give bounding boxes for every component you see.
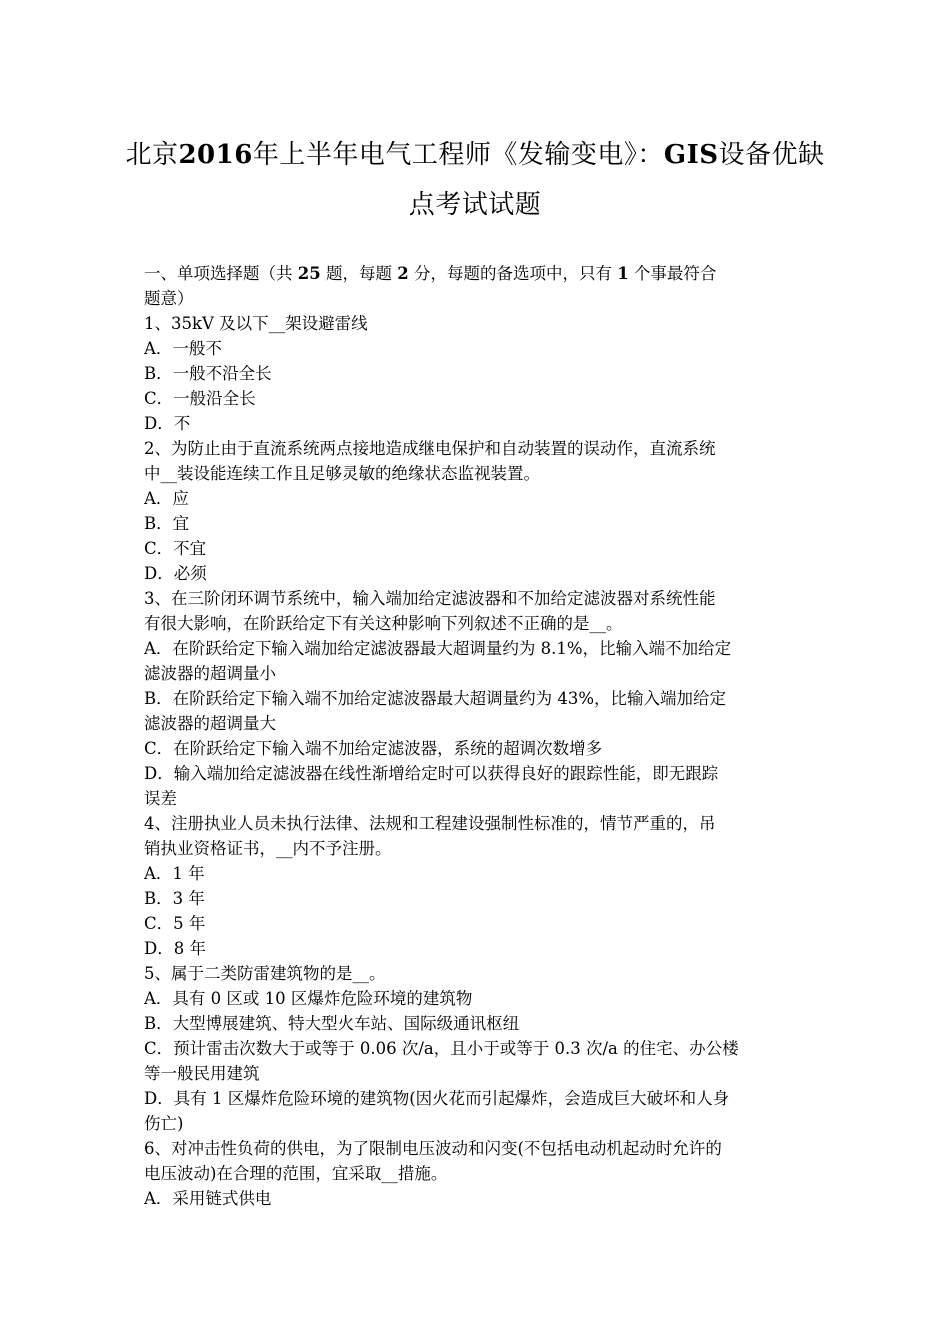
question-3-option-d-cont: 误差	[144, 789, 177, 808]
question-5-stem: 5、属于二类防雷建筑物的是__。	[144, 964, 386, 983]
question-4-option-b: B．3 年	[144, 889, 205, 908]
question-3-option-b: B．在阶跃给定下输入端不加给定滤波器最大超调量约为 43%，比输入端加给定	[144, 689, 727, 708]
question-4-option-a: A．1 年	[144, 864, 205, 883]
question-2-stem: 2、为防止由于直流系统两点接地造成继电保护和自动装置的误动作，直流系统	[144, 439, 716, 458]
question-2-option-c: C．不宜	[144, 539, 207, 558]
question-1-option-d: D．不	[144, 414, 191, 433]
question-4-option-d: D．8 年	[144, 939, 206, 958]
question-5-option-b: B．大型博展建筑、特大型火车站、国际级通讯枢纽	[144, 1014, 520, 1033]
question-5-option-a: A．具有 0 区或 10 区爆炸危险环境的建筑物	[144, 989, 473, 1008]
question-2-stem-cont: 中__装设能连续工作且足够灵敏的绝缘状态监视装置。	[144, 464, 540, 483]
question-3-option-b-cont: 滤波器的超调量大	[144, 714, 276, 733]
question-1-option-b: B．一般不沿全长	[144, 364, 272, 383]
exam-content	[144, 261, 807, 1211]
section-header: 一、单项选择题（共 25 题，每题 2 分，每题的备选项中，只有 1 个事最符合	[144, 264, 717, 283]
question-4-stem: 4、注册执业人员未执行法律、法规和工程建设强制性标准的，情节严重的，吊	[144, 814, 716, 833]
question-3-option-d: D．输入端加给定滤波器在线性渐增给定时可以获得良好的跟踪性能，即无跟踪	[144, 764, 719, 783]
question-1-stem: 1、35kV 及以下__架设避雷线	[144, 314, 368, 333]
title-line-2: 点考试试题	[408, 190, 542, 220]
page-title	[120, 130, 830, 230]
question-1-option-c: C．一般沿全长	[144, 389, 256, 408]
question-2-option-d: D．必须	[144, 564, 207, 583]
question-6-stem-cont: 电压波动)在合理的范围，宜采取__措施。	[144, 1164, 448, 1183]
question-5-option-d: D．具有 1 区爆炸危险环境的建筑物(因火花而引起爆炸，会造成巨大破坏和人身	[144, 1089, 730, 1108]
question-2-option-a: A．应	[144, 489, 189, 508]
question-1-option-a: A．一般不	[144, 339, 222, 358]
question-5-option-d-cont: 伤亡)	[144, 1114, 184, 1133]
question-2-option-b: B．宜	[144, 514, 190, 533]
question-4-stem-cont: 销执业资格证书，__内不予注册。	[144, 839, 392, 858]
question-3-stem: 3、在三阶闭环调节系统中，输入端加给定滤波器和不加给定滤波器对系统性能	[144, 589, 716, 608]
question-5-option-c-cont: 等一般民用建筑	[144, 1064, 260, 1083]
question-3-stem-cont: 有很大影响，在阶跃给定下有关这种影响下列叙述不正确的是__。	[144, 614, 623, 633]
question-3-option-c: C．在阶跃给定下输入端不加给定滤波器，系统的超调次数增多	[144, 739, 603, 758]
section-header-cont: 题意）	[144, 289, 194, 308]
question-5-option-c: C．预计雷击次数大于或等于 0.06 次/a，且小于或等于 0.3 次/a 的住宅、办公楼	[144, 1039, 739, 1058]
question-3-option-a: A．在阶跃给定下输入端加给定滤波器最大超调量约为 8.1%，比输入端不加给定	[144, 639, 732, 658]
question-6-option-a: A．采用链式供电	[144, 1189, 272, 1208]
question-4-option-c: C．5 年	[144, 914, 206, 933]
question-6-stem: 6、对冲击性负荷的供电，为了限制电压波动和闪变(不包括电动机起动时允许的	[144, 1139, 722, 1158]
title-line-1: 北京2016年上半年电气工程师《发输变电》：GIS设备优缺	[125, 140, 825, 170]
question-3-option-a-cont: 滤波器的超调量小	[144, 664, 276, 683]
